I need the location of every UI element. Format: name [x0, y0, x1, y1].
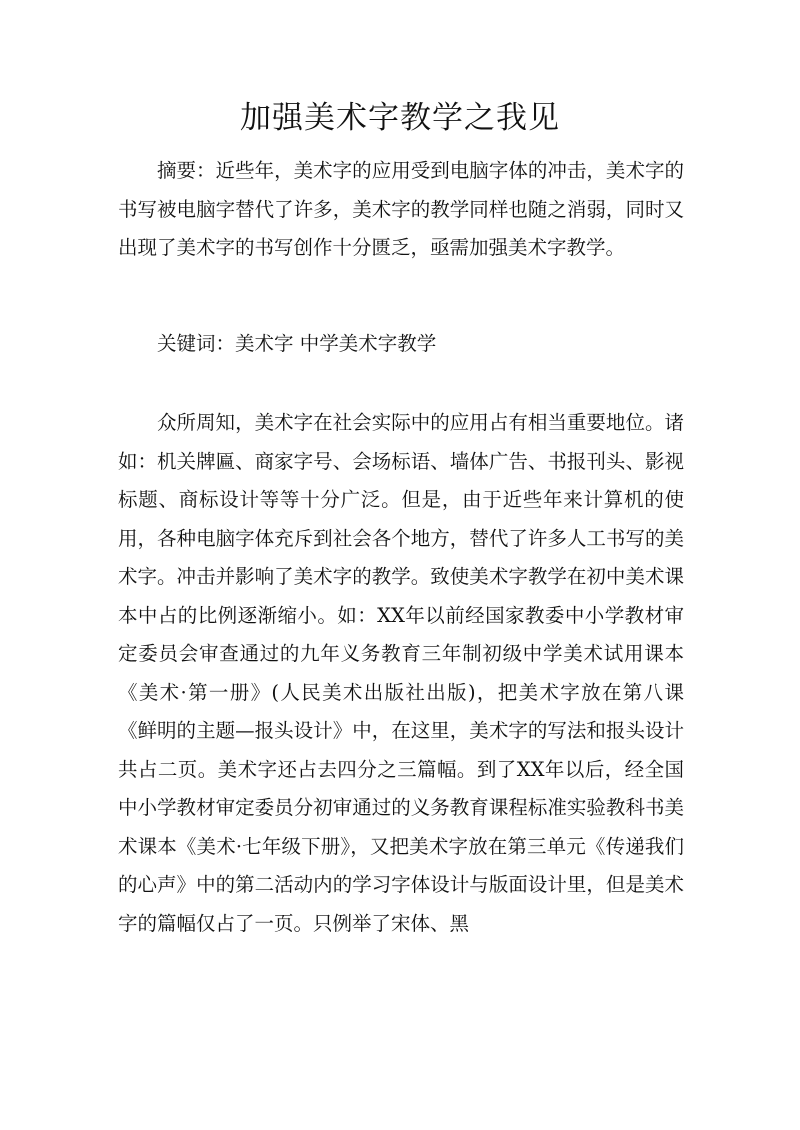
abstract-paragraph: 摘要：近些年，美术字的应用受到电脑字体的冲击，美术字的书写被电脑字替代了许多，美术字的教学同样也随之消弱，同时又出现了美术字的书写创作十分匮乏，亟需加强美术字教学。 [118, 159, 684, 259]
body-paragraph: 众所周知，美术字在社会实际中的应用占有相当重要地位。诸如：机关牌匾、商家字号、会场标语、墙体广告、书报刊头、影视标题、商标设计等等十分广泛。但是，由于近些年来计算机的使用，各种电脑字体充斥到社会各个地方，替代了许多人工书写的美术字。冲击并影响了美术字的教学。致使美术字教学在初中美术课本中占的比例逐渐缩小。如：XX年以前经国家教委中小学教材审定委员会审查通过的九年义务教育三年制初级中学美术试用课本《美术·第一册》(人民美术出版社出版)，把美术字放在第八课《鲜明的主题—报头设计》中，在这里，美术字的写法和报头设计共占二页。美术字还占去四分之三篇幅。到了XX年以后，经全国中小学教材审定委员分初审通过的义务教育课程标准实验教科书美术课本《美术·七年级下册》，又把美术字放在第三单元《传递我们的心声》中的第二活动内的学习字体设计与版面设计里，但是美术字的篇幅仅占了一页。只例举了宋体、黑 [118, 411, 684, 935]
keywords-line: 关键词：美术字 中学美术字教学 [157, 332, 437, 355]
document-title: 加强美术字教学之我见 [240, 100, 560, 136]
